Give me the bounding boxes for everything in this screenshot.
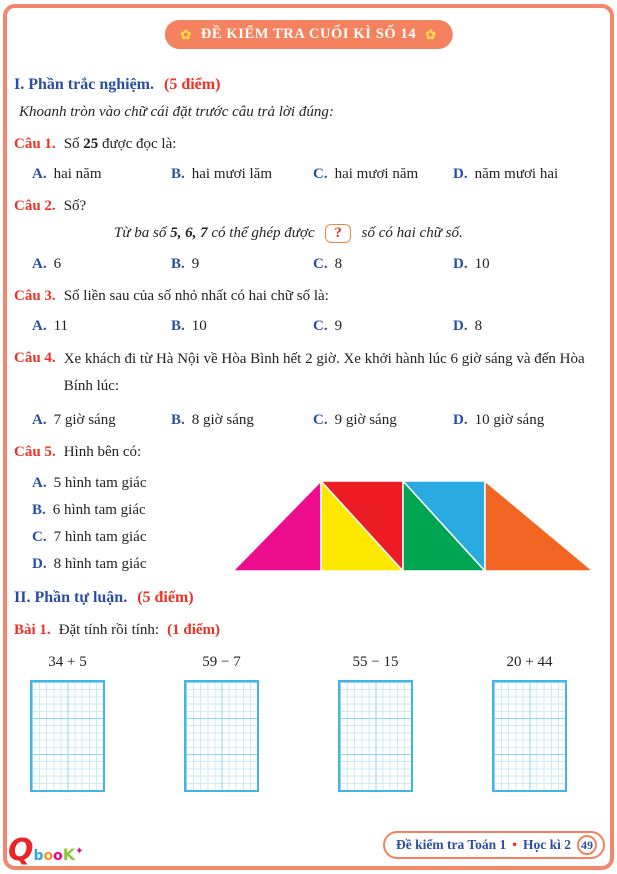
option-item (32, 256, 171, 273)
option-letter: B. (171, 166, 185, 182)
option-letter: B. (171, 412, 185, 428)
option-letter: C. (313, 318, 328, 334)
title-banner (164, 20, 452, 49)
brand-logo (8, 833, 84, 868)
option-item (313, 318, 453, 335)
triangle-orange (485, 481, 593, 571)
option-item (14, 529, 228, 546)
question-3-label: Câu 3. (14, 288, 56, 304)
option-text: hai mươi năm (334, 166, 419, 182)
question-2-numbers: 5, 6, 7 (170, 225, 208, 241)
logo-letter-o2: o (53, 848, 63, 864)
option-text: 5 hình tam giác (53, 475, 147, 491)
option-text: hai mươi lăm (191, 166, 272, 182)
option-item (453, 412, 603, 429)
option-item (313, 256, 453, 273)
option-item (313, 412, 453, 429)
problem-expression: 59 − 7 (202, 654, 241, 670)
option-text: 8 (474, 318, 483, 334)
question-3-options (14, 318, 603, 335)
logo-letter-k: K (62, 845, 76, 864)
option-text: 8 (334, 256, 343, 272)
question-5 (14, 444, 603, 461)
option-item (32, 412, 171, 429)
figure-wrap (228, 475, 603, 573)
option-text: 8 hình tam giác (53, 556, 147, 572)
option-letter: A. (32, 256, 47, 272)
logo-star-icon: ✦ (75, 846, 84, 857)
question-1-label: Câu 1. (14, 136, 56, 152)
option-text: hai năm (53, 166, 102, 182)
page-number: 49 (577, 835, 597, 855)
problem-cell (492, 654, 567, 792)
problem-expression: 20 + 44 (506, 654, 553, 670)
question-5-options (14, 475, 228, 573)
option-letter: B. (171, 256, 185, 272)
problem-cell (30, 654, 105, 792)
option-text: năm mươi hai (474, 166, 559, 182)
option-text: 6 (53, 256, 62, 272)
triangles-figure (233, 479, 593, 573)
problem-expression: 55 − 15 (352, 654, 399, 670)
section-mcq-title: I. Phần trắc nghiệm. (14, 76, 154, 93)
option-letter: A. (32, 412, 47, 428)
option-letter: D. (32, 556, 47, 572)
question-5-body (14, 475, 603, 573)
exercise-1-label: Bài 1. (14, 622, 51, 638)
question-1-text-post: được đọc là: (98, 136, 177, 152)
option-letter: B. (171, 318, 185, 334)
question-1-options (14, 166, 603, 183)
section-essay-title: II. Phần tự luận. (14, 589, 128, 606)
option-letter: D. (453, 256, 468, 272)
badge-title: Đề kiểm tra Toán 1 (395, 837, 507, 852)
option-text: 9 (191, 256, 200, 272)
option-item (14, 556, 228, 573)
exercise-1-points: (1 điểm) (167, 622, 221, 638)
section-essay-points: (5 điểm) (137, 589, 194, 606)
problem-cell (184, 654, 259, 792)
option-letter: C. (313, 412, 328, 428)
option-item (32, 318, 171, 335)
banner-title: ĐỀ KIỂM TRA CUỐI KÌ SỐ 14 (200, 26, 417, 42)
logo-letter-b: b (33, 848, 44, 864)
option-item (453, 166, 603, 183)
page-content (14, 64, 603, 792)
problem-cell (338, 654, 413, 792)
option-letter: A. (32, 475, 47, 491)
problems-row (30, 654, 603, 792)
option-text: 8 giờ sáng (191, 412, 254, 428)
question-2-seg1: Từ ba số (114, 225, 171, 241)
option-letter: A. (32, 166, 47, 182)
question-2-sentence (14, 224, 603, 243)
option-letter: D. (453, 166, 468, 182)
option-text: 6 hình tam giác (52, 502, 146, 518)
option-item (171, 412, 313, 429)
question-2-text: Số? (63, 198, 87, 214)
question-5-text: Hình bên có: (63, 444, 142, 460)
answer-grid (184, 680, 259, 792)
option-item (171, 166, 313, 183)
question-3-text: Số liền sau của số nhỏ nhất có hai chữ số là: (63, 288, 329, 304)
option-letter: D. (453, 318, 468, 334)
option-item (14, 475, 228, 492)
question-1-text-pre: Số (63, 136, 84, 152)
option-item (171, 318, 313, 335)
option-text: 7 hình tam giác (53, 529, 147, 545)
footer-badge (383, 831, 605, 859)
option-item (453, 256, 603, 273)
option-letter: C. (32, 529, 47, 545)
option-text: 10 giờ sáng (474, 412, 545, 428)
option-item (313, 166, 453, 183)
flower-icon-right: ✿ (425, 26, 437, 42)
question-1-text-bold: 25 (83, 136, 99, 152)
option-text: 11 (53, 318, 69, 334)
exercise-1-text: Đặt tính rồi tính: (58, 622, 160, 638)
answer-grid (338, 680, 413, 792)
option-letter: B. (32, 502, 46, 518)
option-letter: A. (32, 318, 47, 334)
option-text: 9 (334, 318, 343, 334)
badge-subtitle: Học kì 2 (522, 837, 571, 852)
question-4-label: Câu 4. (14, 350, 56, 366)
question-1 (14, 136, 603, 153)
logo-letter-q: Q (8, 833, 34, 868)
question-2-seg3: số có hai chữ số. (357, 225, 463, 241)
option-item (171, 256, 313, 273)
instruction-text: Khoanh tròn vào chữ cái đặt trước câu trả lời đúng: (19, 104, 334, 120)
option-text: 10 (191, 318, 207, 334)
mystery-box: ? (325, 224, 351, 243)
question-4-text: Xe khách đi từ Hà Nội về Hòa Bình hết 2 giờ. Xe khởi hành lúc 6 giờ sáng và đến Hòa Bính lúc: (63, 351, 585, 394)
option-text: 9 giờ sáng (334, 412, 397, 428)
question-1-text (64, 136, 177, 153)
question-5-label: Câu 5. (14, 444, 56, 460)
triangle-pink (233, 481, 321, 571)
section-mcq-points: (5 điểm) (164, 76, 221, 93)
question-3 (14, 288, 603, 305)
question-2-seg2: có thể ghép được (207, 225, 319, 241)
option-letter: D. (453, 412, 468, 428)
answer-grid (492, 680, 567, 792)
answer-grid (30, 680, 105, 792)
option-item (14, 502, 228, 519)
section-mcq-heading (14, 76, 603, 94)
question-4 (14, 350, 603, 400)
question-2-options (14, 256, 603, 273)
question-2-label: Câu 2. (14, 198, 56, 214)
question-2 (14, 198, 603, 215)
option-text: 10 (474, 256, 490, 272)
option-text: 7 giờ sáng (53, 412, 116, 428)
flower-icon-left: ✿ (180, 26, 192, 42)
option-item (453, 318, 603, 335)
logo-letter-o1: o (43, 848, 54, 864)
option-item (32, 166, 171, 183)
option-letter: C. (313, 256, 328, 272)
exercise-1 (14, 622, 603, 639)
badge-separator: • (512, 837, 517, 852)
option-letter: C. (313, 166, 328, 182)
question-4-options (14, 412, 603, 429)
problem-expression: 34 + 5 (48, 654, 87, 670)
section-essay-heading (14, 589, 603, 607)
